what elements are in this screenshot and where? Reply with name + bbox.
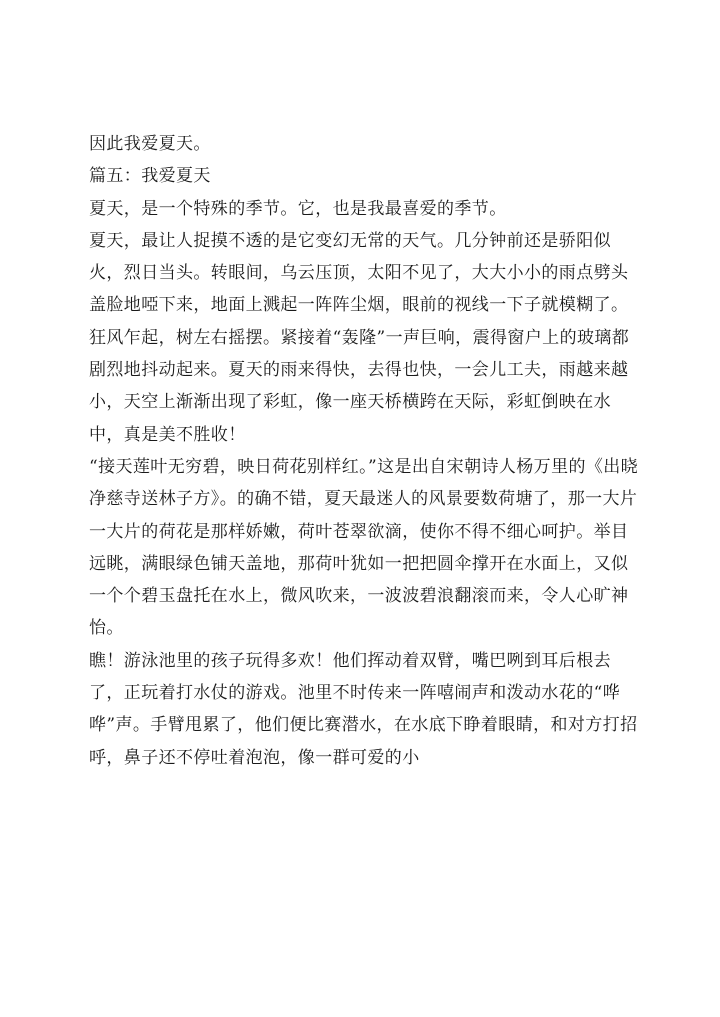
paragraph-swimming: 瞧！游泳池里的孩子玩得多欢！他们挥动着双臂，嘴巴咧到耳后根去了，正玩着打水仗的游戏。池里不时传来一阵嘻闹声和泼动水花的“哗哗”声。手臂甩累了，他们便比赛潜水，在水底下睁着眼睛，和对方打招呼，鼻子还不停吐着泡泡，像一群可爱的小	[89, 650, 638, 768]
paragraph-weather: 夏天，最让人捉摸不透的是它变幻无常的天气。几分钟前还是骄阳似火，烈日当头。转眼间，乌云压顶，太阳不见了，大大小小的雨点劈头盖脸地啞下来，地面上溅起一阵阵尘烟，眼前的视线一下子就模糊了。狂风乍起，树左右摇摆。紧接着“轰隆”一声巨响，震得窗户上的玻璃都剧烈地抖动起来。夏天的雨来得快，去得也快，一会儿工夫，雨越来越小，天空上渐渐出现了彩虹，像一座天桥横跨在天际，彩虹倒映在水中，真是美不胜收！	[89, 230, 630, 445]
paragraph-closing-line: 因此我爱夏天。	[89, 134, 211, 154]
section-heading: 篇五：我爱夏天	[89, 166, 211, 187]
document-body	[89, 128, 641, 774]
paragraph-intro: 夏天，是一个特殊的季节。它，也是我最喜爱的季节。	[89, 198, 507, 219]
paragraph-lotus: “接天莲叶无穷碧，映日荷花别样红。”这是出自宋朝诗人杨万里的《出晓净慈寺送林子方》。的确不错，夏天最迷人的风景要数荷塘了，那一大片一大片的荷花是那样娇嫩，荷叶苍翠欲滴，使你不得不细心呵护。举目远眺，满眼绿色铺天盖地，那荷叶犹如一把把圆伞撑开在水面上，又似一个个碧玉盘托在水上，微风吹来，一波波碧浪翻滚而来，令人心旷神怡。	[89, 456, 639, 639]
